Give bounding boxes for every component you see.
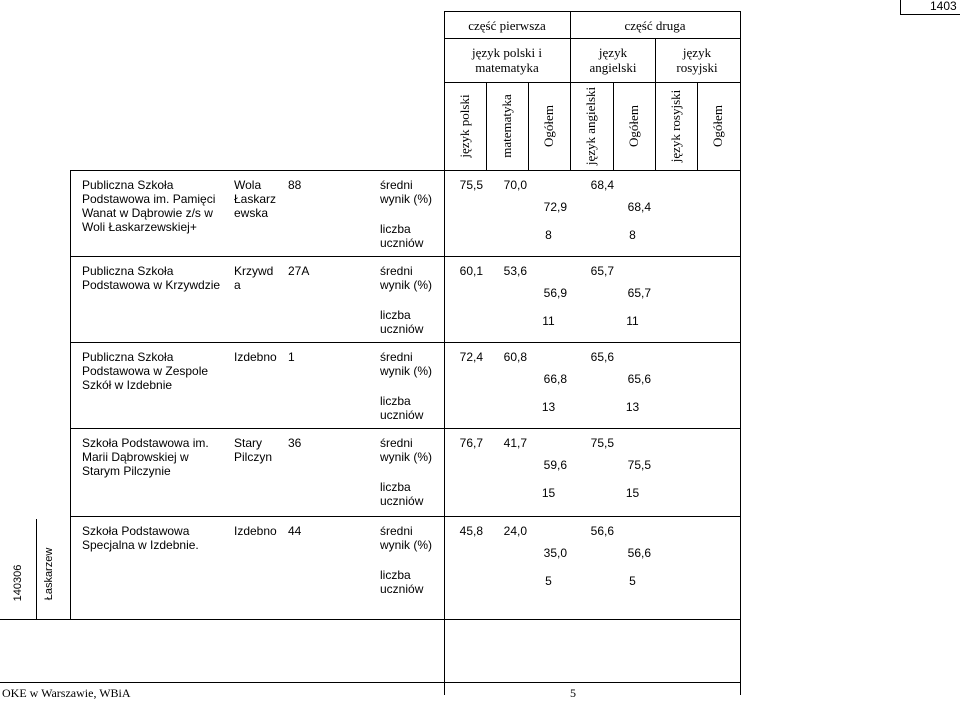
label-count: liczba uczniów — [380, 480, 424, 508]
count-ogolem-1: 5 — [545, 574, 552, 588]
district-code: 140306 — [12, 564, 24, 602]
value-ogolem-1: 56,9 — [543, 286, 567, 300]
school-town: Izdebno — [234, 524, 277, 538]
value-ogolem-2: 65,7 — [627, 286, 651, 300]
school-name: Publiczna Szkoła Podstawowa w Krzywdzie — [82, 264, 221, 292]
school-name: Szkoła Podstawowa im. Marii Dąbrowskiej w Starym Pilczynie — [82, 436, 209, 478]
school-students: 27A — [288, 264, 310, 278]
value-matematyka: 41,7 — [503, 436, 527, 450]
count-ogolem-2: 5 — [629, 574, 636, 588]
value-ogolem-1: 72,9 — [543, 200, 567, 214]
school-name: Publiczna Szkoła Podstawowa w Zespole Szkół w Izdebnie — [82, 350, 209, 392]
school-students: 44 — [288, 524, 302, 538]
footer-page: 5 — [570, 686, 576, 700]
school-name: Szkoła Podstawowa Specjalna w Izdebnie. — [82, 524, 199, 552]
label-count: liczba uczniów — [380, 308, 424, 336]
value-ogolem-1: 35,0 — [543, 546, 567, 560]
col-header-angielski: język angielski — [583, 86, 598, 166]
header-part2: część druga — [624, 18, 686, 33]
value-polski: 72,4 — [459, 350, 483, 364]
school-students: 88 — [288, 178, 302, 192]
count-ogolem-2: 8 — [629, 228, 636, 242]
value-matematyka: 53,6 — [503, 264, 527, 278]
value-ogolem-2: 65,6 — [627, 372, 651, 386]
value-polski: 75,5 — [459, 178, 483, 192]
value-angielski: 65,7 — [590, 264, 614, 278]
value-matematyka: 60,8 — [503, 350, 527, 364]
header-group1: język polski i matematyka — [471, 45, 543, 75]
value-angielski: 75,5 — [590, 436, 614, 450]
value-matematyka: 70,0 — [503, 178, 527, 192]
count-ogolem-2: 11 — [626, 314, 639, 328]
label-avg: średni wynik (%) — [380, 178, 433, 206]
label-count: liczba uczniów — [380, 394, 424, 422]
school-town: Wola Łaskarz ewska — [234, 178, 277, 220]
label-avg: średni wynik (%) — [380, 350, 433, 378]
school-students: 36 — [288, 436, 302, 450]
footer-left: OKE w Warszawie, WBiA — [2, 686, 131, 700]
value-ogolem-2: 56,6 — [627, 546, 651, 560]
value-angielski: 65,6 — [590, 350, 614, 364]
value-matematyka: 24,0 — [503, 524, 527, 538]
school-name: Publiczna Szkoła Podstawowa im. Pamięci Wanat w Dąbrowie z/s w Woli Łaskarzewskiej+ — [82, 178, 216, 234]
header-part1: część pierwsza — [468, 18, 546, 33]
value-polski: 60,1 — [459, 264, 483, 278]
label-avg: średni wynik (%) — [380, 264, 433, 292]
header-group3: język rosyjski — [676, 45, 718, 75]
school-town: Izdebno — [234, 350, 277, 364]
col-header-ogolem-3: Ogółem — [710, 105, 725, 147]
col-header-rosyjski: język rosyjski — [668, 89, 683, 163]
count-ogolem-1: 8 — [545, 228, 552, 242]
label-avg: średni wynik (%) — [380, 524, 433, 552]
value-polski: 76,7 — [459, 436, 483, 450]
label-avg: średni wynik (%) — [380, 436, 433, 464]
school-town: Krzywd a — [234, 264, 274, 292]
count-ogolem-1: 11 — [542, 314, 555, 328]
value-angielski: 56,6 — [590, 524, 614, 538]
count-ogolem-2: 13 — [625, 400, 640, 414]
value-ogolem-1: 66,8 — [543, 372, 567, 386]
header-group2: język angielski — [589, 45, 637, 75]
col-header-ogolem-1: Ogółem — [541, 105, 556, 147]
school-students: 1 — [288, 350, 295, 364]
value-angielski: 68,4 — [590, 178, 614, 192]
value-ogolem-2: 68,4 — [627, 200, 651, 214]
col-header-ogolem-2: Ogółem — [626, 105, 641, 147]
label-count: liczba uczniów — [380, 222, 424, 250]
count-ogolem-1: 13 — [541, 400, 556, 414]
col-header-matematyka: matematyka — [499, 94, 514, 158]
col-header-polski: język polski — [457, 94, 472, 158]
value-ogolem-1: 59,6 — [543, 458, 567, 472]
value-ogolem-2: 75,5 — [627, 458, 651, 472]
value-polski: 45,8 — [459, 524, 483, 538]
count-ogolem-2: 15 — [625, 486, 640, 500]
school-town: Stary Pilczyn — [234, 436, 273, 464]
count-ogolem-1: 15 — [541, 486, 556, 500]
page-number: 1403 — [930, 0, 957, 13]
label-count: liczba uczniów — [380, 568, 424, 596]
powiat-name: Łaskarzew — [43, 547, 55, 601]
